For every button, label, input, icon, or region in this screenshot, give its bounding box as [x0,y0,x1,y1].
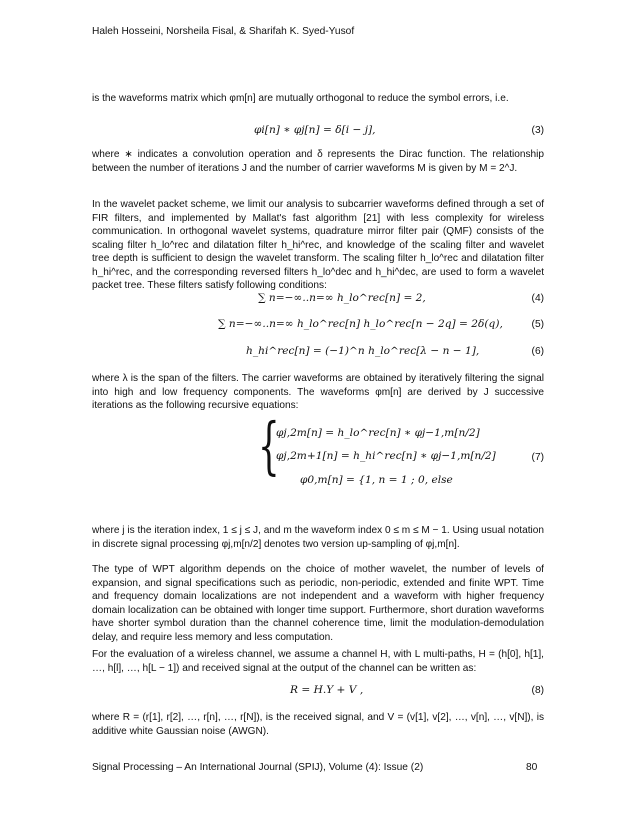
running-header: Haleh Hosseini, Norsheila Fisal, & Sharifah K. Syed-Yusof [92,26,355,37]
equation-3-number: (3) [531,125,544,136]
equation-7-brace: { [258,409,280,482]
equation-8: R = H.Y + V , [290,684,364,696]
paragraph-2: where ∗ indicates a convolution operation and δ represents the Dirac function. The relationship between the number of iterations J and the number of carrier waveforms M is given by M = 2^J. [92,149,544,174]
equation-4-number: (4) [531,293,544,304]
paragraph-7: For the evaluation of a wireless channel, we assume a channel H, with L multi-paths, H = (h[0], h[1], …, h[l], …, h[L − 1]) and received signal at the output of the channel can be written as: [92,649,544,674]
equation-7-line-3: φ0,m[n] = {1, n = 1 ; 0, else [300,474,453,486]
paragraph-8: where R = (r[1], r[2], …, r[n], …, r[N]), is the received signal, and V = (v[1], v[2], …, v[n], …, v[N]), is additive white Gaussian noise (AWGN). [92,712,544,737]
footer-journal: Signal Processing – An International Journal (SPIJ), Volume (4): Issue (2) [92,762,424,773]
equation-5: ∑ n=−∞..n=∞ h_lo^rec[n] h_lo^rec[n − 2q] = 2δ(q), [218,318,503,330]
equation-3: φi[n] ∗ φj[n] = δ[i − j], [254,124,376,136]
paragraph-3: In the wavelet packet scheme, we limit our analysis to subcarrier waveforms defined through a set of FIR filters, and implemented by Mallat's fast algorithm [21] with less complexity for wireless communication. In orthogonal wavelet systems, quadrature mirror filter pair (QMF) consists of the scaling filter h_lo^rec and dilatation filter h_hi^rec, and knowledge of the scaling filter and wavelet tree depth is sufficient to design the wavelet transform. The scaling filter h_lo^rec and dilatation filter h_hi^rec, and the corresponding reversed filters h_lo^dec and h_hi^dec, are used to form a wavelet packet tree. These filters satisfy following conditions: [92,199,544,291]
equation-7-line-2: φj,2m+1[n] = h_hi^rec[n] ∗ φj−1,m[n/2] [276,450,496,462]
equation-5-number: (5) [531,319,544,330]
equation-4: ∑ n=−∞..n=∞ h_lo^rec[n] = 2, [258,292,426,304]
equation-7-line-1: φj,2m[n] = h_lo^rec[n] ∗ φj−1,m[n/2] [276,427,480,439]
equation-6-number: (6) [531,346,544,357]
paragraph-5: where j is the iteration index, 1 ≤ j ≤ J, and m the waveform index 0 ≤ m ≤ M − 1. Using usual notation in discrete signal processing φj,m[n/2] denotes two version up-sampling of φj,m[n]. [92,525,544,550]
paragraph-4: where λ is the span of the filters. The carrier waveforms are obtained by iteratively filtering the signal into high and low frequency components. The waveforms φm[n] are derived by J successive iterations as the following recursive equations: [92,373,544,411]
page-number: 80 [526,762,538,773]
equation-6: h_hi^rec[n] = (−1)^n h_lo^rec[λ − n − 1], [246,345,480,357]
equation-8-number: (8) [531,685,544,696]
equation-7-number: (7) [531,452,544,463]
paragraph-6: The type of WPT algorithm depends on the choice of mother wavelet, the number of levels of expansion, and signal specifications such as periodic, non-periodic, extended and finite WPT. Time and frequency domain localizations are not independent and a waveform with higher frequency domain localization can be obtained with longer time support. Furthermore, short duration waveforms have shorter symbol duration than the channel coherence time, limit the modulation-demodulation delay, and require less memory and less computation. [92,564,544,643]
paragraph-1: is the waveforms matrix which φm[n] are mutually orthogonal to reduce the symbol errors, i.e. [92,93,509,104]
